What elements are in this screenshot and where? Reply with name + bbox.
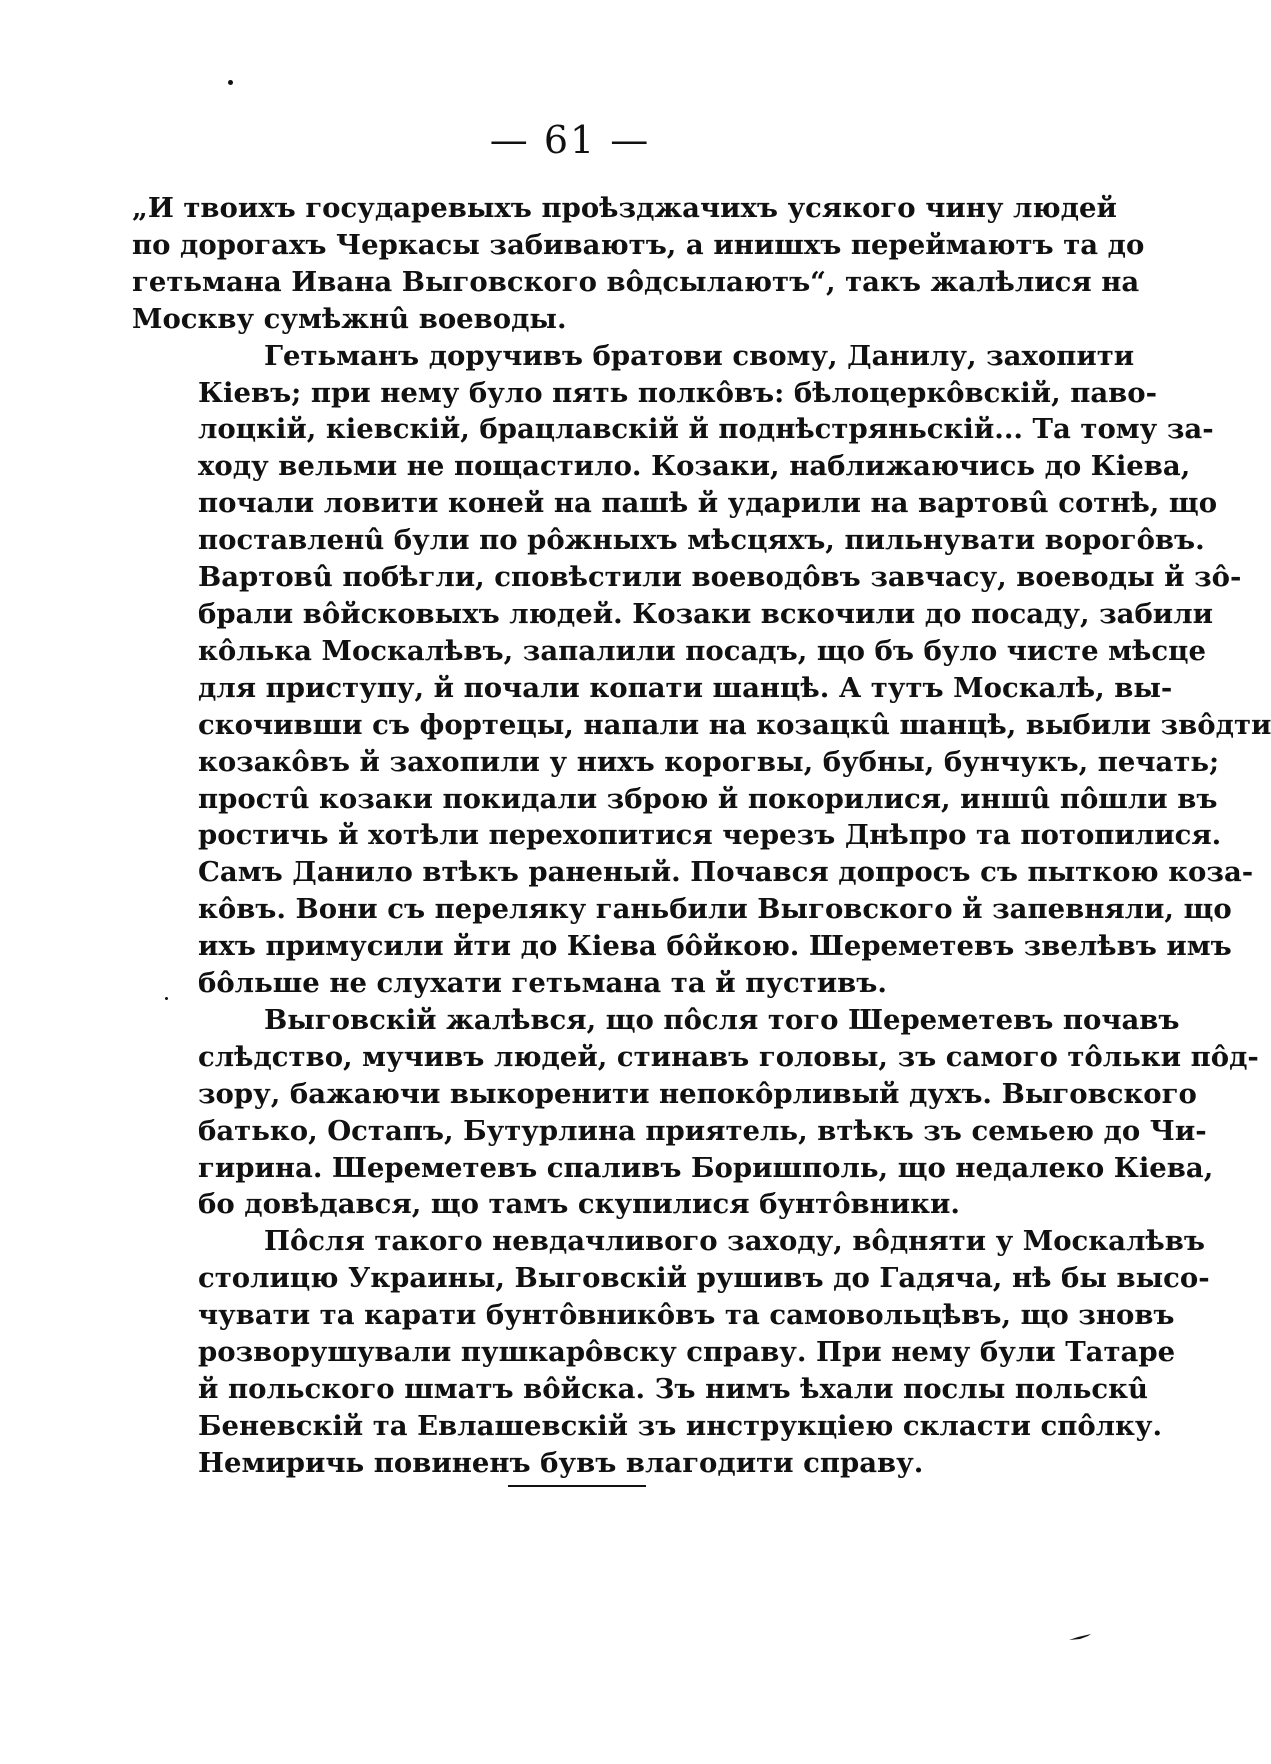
text-line: бôльше не слухати гетьмана та й пустивъ. (198, 967, 887, 1000)
text-line: чувати та карати бунтôвникôвъ та самовольцѣвъ, що зновъ (198, 1299, 1175, 1332)
text-line: лоцкій, кіевскій, брацлавскій й поднѣстряньскій... Та тому за- (198, 413, 1214, 446)
body-text (132, 190, 1271, 1482)
text-line: Немиричь повиненъ бувъ влагодити справу. (198, 1446, 924, 1479)
text-line: Пôсля такого невдачливого заходу, вôдняти у Москалѣвъ (264, 1225, 1205, 1258)
text-line: поставленû були по рôжныхъ мѣсцяхъ, пильнувати ворогôвъ. (198, 524, 1205, 557)
paragraph-3 (132, 1002, 1259, 1223)
text-line: гетьмана Ивана Выговского вôдсылаютъ“, такъ жалѣлися на (132, 265, 1140, 298)
text-line: гирина. Шереметевъ спаливъ Боришполь, що недалеко Кіева, (198, 1151, 1214, 1184)
text-line: розворушували пушкарôвску справу. При нему були Татаре (198, 1336, 1176, 1369)
text-line: Выговскій жалѣвся, що пôсля того Шереметевъ почавъ (264, 1003, 1180, 1036)
paragraph-1 (132, 190, 1145, 338)
text-line: ростичь й хотѣли перехопитися черезъ Днѣпро та потопилися. (198, 819, 1222, 852)
text-line: кôлька Москалѣвъ, запалили посадъ, що бъ було чисте мѣсце (198, 634, 1206, 667)
text-line: почали ловити коней на пашѣ й ударили на вартовû сотнѣ, що (198, 487, 1218, 520)
text-line: столицю Украины, Выговскій рушивъ до Гадяча, нѣ бы высо- (198, 1262, 1210, 1295)
text-line: кôвъ. Вони съ переляку ганьбили Выговского й запевняли, що (198, 893, 1232, 926)
print-speck-mid (165, 997, 168, 1000)
text-line: скочивши съ фортецы, напали на козацкû шанцѣ, выбили звôдти (198, 708, 1271, 741)
text-line: „И твоихъ государевыхъ проѣзджачихъ усякого чину людей (132, 192, 1117, 224)
paragraph-4 (132, 1223, 1210, 1481)
text-line: Самъ Данило втѣкъ раненый. Почався допросъ съ пыткою коза- (198, 856, 1254, 889)
paragraph-2 (132, 338, 1271, 1002)
text-line: Беневскій та Евлашевскій зъ инструкціею скласти спôлку. (198, 1409, 1163, 1442)
text-line: простû козаки покидали зброю й покорилися, иншû пôшли въ (198, 782, 1218, 815)
text-line: зору, бажаючи выкоренити непокôрливый духъ. Выговского (198, 1077, 1197, 1110)
text-line: Вартовû побѣгли, сповѣстили воеводôвъ завчасу, воеводы й зô- (198, 561, 1242, 594)
section-divider (508, 1485, 646, 1487)
text-line: батько, Остапъ, Бутурлина приятель, втѣкъ зъ семьею до Чи- (198, 1114, 1207, 1147)
page-number: — 61 — (489, 118, 651, 162)
text-line: для приступу, й почали копати шанцѣ. А тутъ Москалѣ, вы- (198, 671, 1173, 704)
text-line: Гетьманъ доручивъ братови свому, Данилу, захопити (264, 339, 1135, 372)
text-line: й польского шматъ вôйска. Зъ нимъ ѣхали послы польскû (198, 1373, 1148, 1405)
text-line: Кіевъ; при нему було пять полкôвъ: бѣлоцеркôвскій, паво- (198, 376, 1158, 409)
text-line: слѣдство, мучивъ людей, стинавъ головы, зъ самого тôльки пôд- (198, 1040, 1259, 1073)
text-line: по дорогахъ Черкасы забиваютъ, а инишхъ переймаютъ та до (132, 228, 1145, 261)
text-line: ходу вельми не пощастило. Козаки, наближаючись до Кіева, (198, 450, 1191, 483)
text-line: брали вôйсковыхъ людей. Козаки вскочили до посаду, забили (198, 597, 1213, 630)
ink-mark-icon (1068, 1633, 1092, 1641)
text-line: ихъ примусили йти до Кіева бôйкою. Шереметевъ звелѣвъ имъ (198, 930, 1232, 963)
text-line: Москву сумѣжнû воеводы. (132, 302, 567, 335)
text-line: бо довѣдався, що тамъ скупилися бунтôвники. (198, 1188, 960, 1221)
print-speck-top (228, 80, 233, 85)
text-line: козакôвъ й захопили у нихъ корогвы, бубны, бунчукъ, печать; (198, 745, 1220, 778)
